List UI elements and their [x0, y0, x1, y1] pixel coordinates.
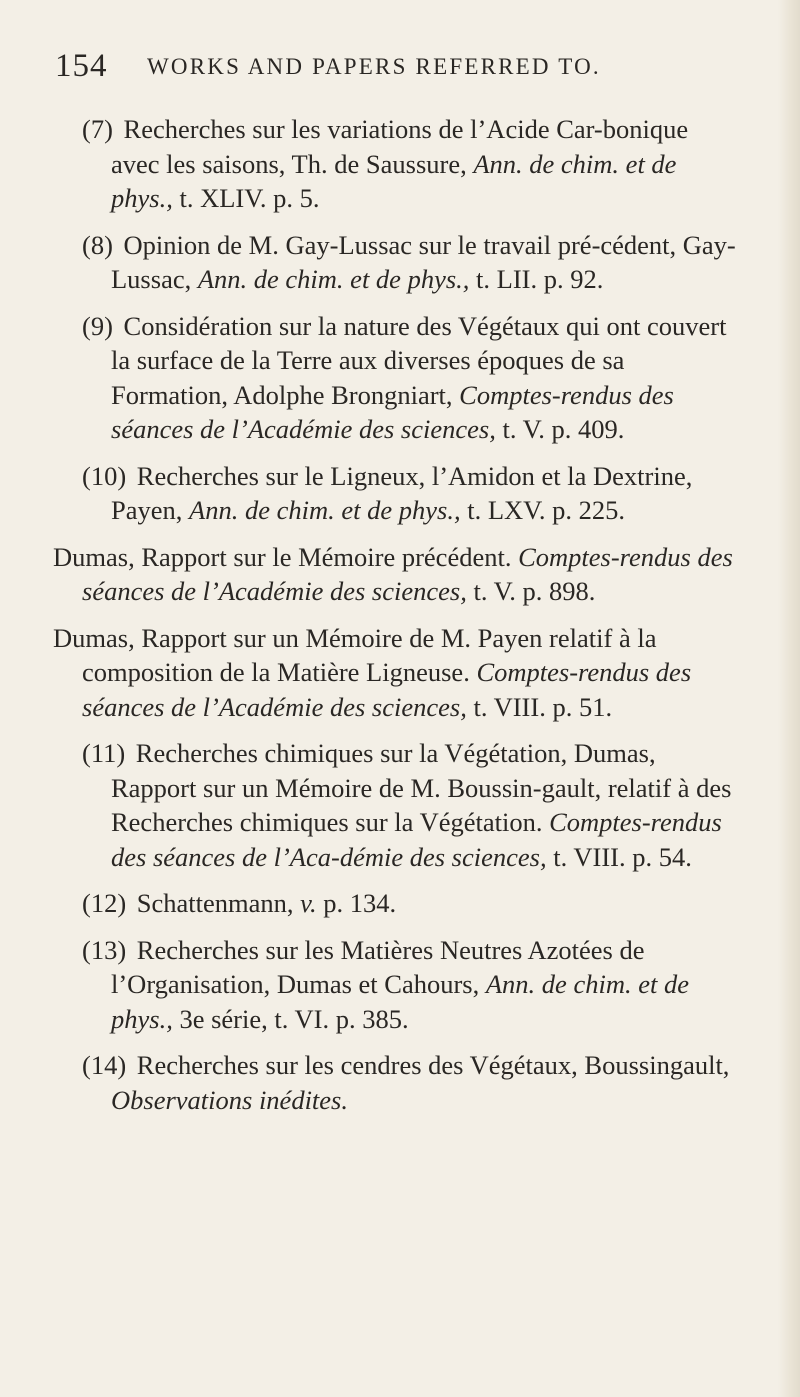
reference-source: v.: [300, 888, 317, 918]
reference-entry: [82, 886, 742, 921]
reference-source: Ann. de chim. et de phys.,: [189, 495, 461, 525]
reference-number: (12): [82, 888, 127, 918]
reference-tail: t. VIII. p. 54.: [553, 841, 692, 872]
reference-source: Ann. de chim. et de phys.,: [111, 148, 677, 213]
reference-tail: t. LXV. p. 225.: [467, 495, 625, 525]
reference-text: Opinion de M. Gay-Lussac sur le travail pré-cédent, Gay-Lussac,: [111, 229, 736, 294]
reference-list: [53, 112, 742, 1129]
reference-entry: [82, 1048, 742, 1117]
reference-number: (13): [82, 934, 127, 965]
reference-tail: t. V. p. 409.: [502, 414, 625, 444]
reference-source: Ann. de chim. et de phys.,: [197, 264, 470, 294]
reference-text: Recherches sur les cendres des Végétaux, Boussingault,: [136, 1050, 730, 1080]
reference-tail: t. LII. p. 92.: [476, 264, 604, 294]
reference-source: Comptes-rendus des séances de l’Aca-démie des sciences,: [111, 807, 722, 872]
reference-entry: [82, 309, 742, 447]
reference-source: Ann. de chim. et de phys.,: [111, 969, 689, 1034]
reference-number: (10): [82, 460, 127, 491]
reference-text: Considération sur la nature des Végétaux qui ont couvert la surface de la Terre aux diverses époques de sa Formation, Adolphe Brongniart,: [111, 310, 727, 410]
reference-tail: t. XLIV. p. 5.: [179, 183, 320, 213]
reference-entry: [82, 933, 742, 1037]
reference-text: Dumas, Rapport sur un Mémoire de M. Payen relatif à la composition de la Matière Ligneuse.: [53, 622, 657, 687]
reference-text: Schattenmann,: [136, 888, 294, 918]
running-head: WORKS AND PAPERS REFERRED TO.: [147, 54, 601, 79]
page-header: [55, 46, 755, 86]
reference-number: (11): [82, 738, 126, 768]
reference-source: Observations inédites.: [111, 1084, 348, 1115]
page-number: 154: [55, 48, 108, 84]
reference-entry: [53, 540, 742, 609]
reference-source: Comptes-rendus des séances de l’Académie des sciences,: [111, 379, 674, 444]
reference-entry: [53, 621, 742, 725]
reference-tail: t. V. p. 898.: [473, 576, 596, 606]
reference-entry: [82, 112, 742, 216]
reference-number: (14): [82, 1050, 127, 1080]
reference-tail: p. 134.: [323, 888, 397, 918]
reference-entry: [82, 228, 742, 297]
reference-entry: [82, 459, 742, 528]
reference-text: Recherches sur les variations de l’Acide Car-bonique avec les saisons, Th. de Saussure,: [111, 114, 689, 179]
reference-text: Recherches chimiques sur la Végétation, Dumas, Rapport sur un Mémoire de M. Boussin-gault, relatif à des Recherches chimiques sur la Végétation.: [111, 738, 732, 837]
reference-entry: [82, 736, 742, 874]
page-edge-shadow: [778, 0, 800, 1397]
reference-tail: 3e série, t. VI. p. 385.: [179, 1003, 409, 1034]
reference-tail: t. VIII. p. 51.: [473, 691, 613, 722]
reference-number: (8): [82, 229, 113, 260]
reference-text: Dumas, Rapport sur le Mémoire précédent.: [53, 541, 512, 572]
reference-number: (7): [82, 114, 113, 144]
reference-source: Comptes-rendus des séances de l’Académie des sciences,: [82, 657, 692, 722]
reference-source: Comptes-rendus des séances de l’Académie des sciences,: [82, 541, 733, 606]
reference-text: Recherches sur les Matières Neutres Azotées de l’Organisation, Dumas et Cahours,: [111, 934, 645, 999]
reference-number: (9): [82, 310, 113, 341]
reference-text: Recherches sur le Ligneux, l’Amidon et la Dextrine, Payen,: [111, 460, 693, 525]
